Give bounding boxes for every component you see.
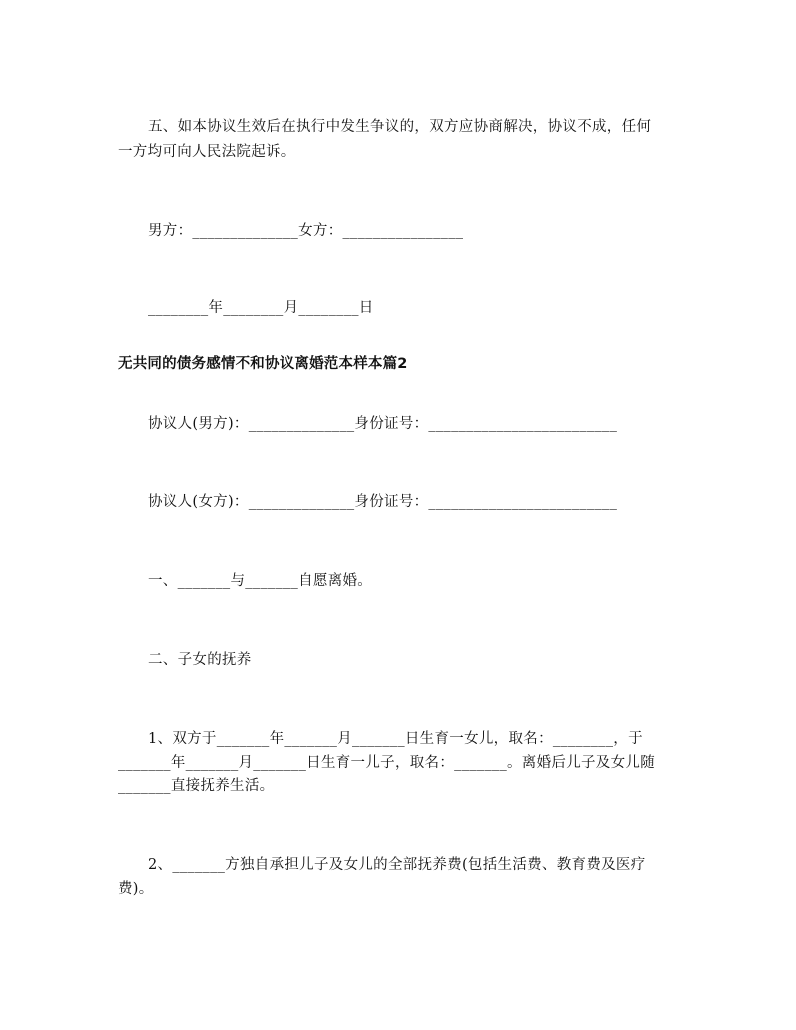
date-line: ________年________月________日 bbox=[148, 300, 374, 316]
section-heading: 无共同的债务感情不和协议离婚范本样本篇2 bbox=[118, 356, 408, 372]
item-2-heading: 二、子女的抚养 bbox=[148, 652, 252, 668]
sub-item-1-line-3: _______直接抚养生活。 bbox=[118, 778, 275, 794]
sub-item-2-line-2: 费)。 bbox=[118, 881, 154, 897]
clause-5-line-1: 五、如本协议生效后在执行中发生争议的，双方应协商解决，协议不成，任何 bbox=[148, 119, 652, 135]
sub-item-1-line-1: 1、双方于_______年_______月_______日生育一女儿，取名：________，于 bbox=[148, 731, 643, 747]
party-male-line: 协议人(男方)：______________身份证号：_________________________ bbox=[148, 416, 618, 432]
sub-item-1-line-2: _______年_______月_______日生育一儿子，取名：_______。离婚后儿子及女儿随 bbox=[118, 755, 655, 771]
item-1: 一、_______与_______自愿离婚。 bbox=[148, 573, 373, 589]
signature-line: 男方：______________女方：________________ bbox=[148, 223, 464, 239]
sub-item-2-line-1: 2、_______方独自承担儿子及女儿的全部抚养费(包括生活费、教育费及医疗 bbox=[148, 857, 646, 873]
party-female-line: 协议人(女方)：______________身份证号：_________________________ bbox=[148, 494, 618, 510]
clause-5-line-2: 一方均可向人民法院起诉。 bbox=[118, 144, 296, 160]
